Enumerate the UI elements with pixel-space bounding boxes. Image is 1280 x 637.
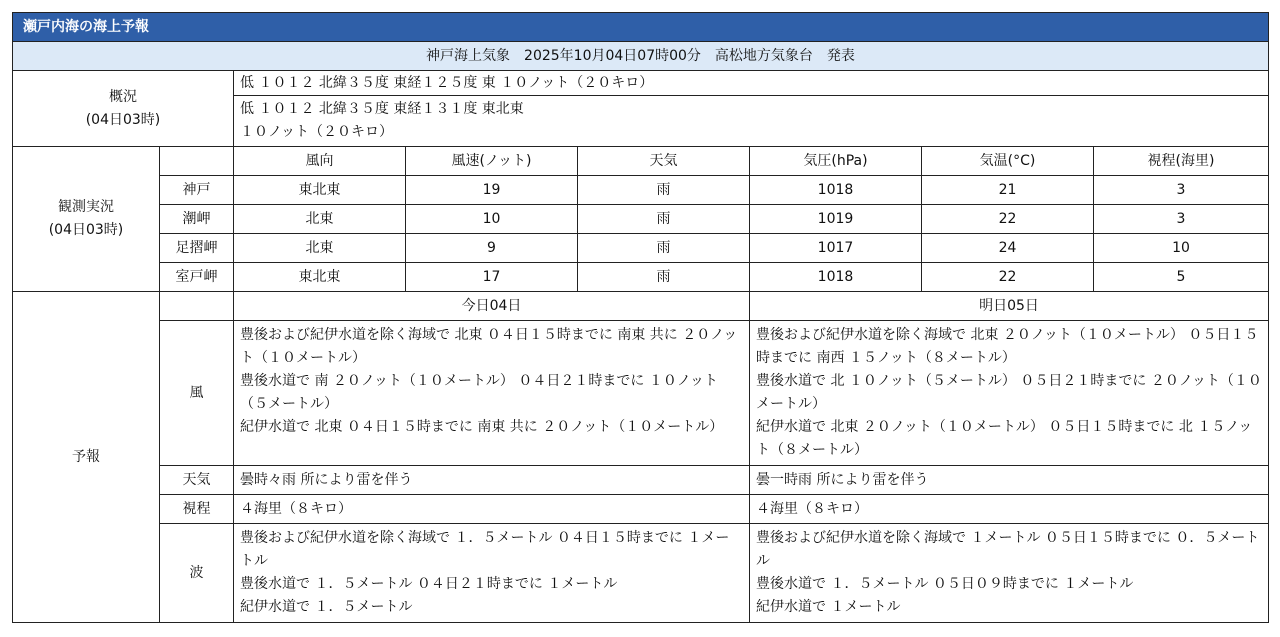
cell-visibility: 3 (1094, 176, 1269, 205)
forecast-day1-header: 今日04日 (234, 292, 750, 321)
station-name: 神戸 (160, 176, 234, 205)
weather-label: 天気 (160, 466, 234, 495)
forecast-text: 紀伊水道で １．５メートル (240, 599, 413, 615)
forecast-report (12, 12, 1268, 623)
cell-weather: 雨 (578, 263, 750, 292)
visibility-forecast-day1: ４海里（８キロ） (234, 495, 750, 524)
forecast-day2-header: 明日05日 (750, 292, 1269, 321)
forecast-text: 豊後および紀伊水道を除く海域で 北東 ２０ノット（１０メートル） ０５日１５時までに 南西 １５ノット（８メートル） (756, 327, 1259, 366)
cell-weather: 雨 (578, 176, 750, 205)
forecast-table (12, 12, 1269, 623)
page-title: 瀬戸内海の海上予報 (13, 13, 1269, 42)
column-header: 気圧(hPa) (750, 147, 922, 176)
cell-wind-speed: 10 (406, 205, 578, 234)
cell-temperature: 21 (922, 176, 1094, 205)
forecast-text: 豊後水道で 北 １０ノット（５メートル） ０５日２１時までに ２０ノット（１０メートル） (756, 373, 1262, 412)
cell-wind-direction: 北東 (234, 205, 406, 234)
overview-line: 低 １０１２ 北緯３５度 東経１２５度 東 １０ノット（２０キロ） (234, 71, 1269, 96)
cell-wind-speed: 9 (406, 234, 578, 263)
column-header: 天気 (578, 147, 750, 176)
forecast-text: 豊後および紀伊水道を除く海域で １メートル ０５日１５時までに ０．５メートル (756, 530, 1260, 569)
cell-wind-speed: 17 (406, 263, 578, 292)
station-name: 潮岬 (160, 205, 234, 234)
forecast-label: 予報 (13, 292, 160, 623)
cell-pressure: 1019 (750, 205, 922, 234)
overview-time: (04日03時) (85, 111, 161, 128)
station-name: 室戸岬 (160, 263, 234, 292)
column-header: 風向 (234, 147, 406, 176)
wind-forecast-day2 (750, 321, 1269, 466)
cell-pressure: 1018 (750, 263, 922, 292)
table-row (13, 234, 1269, 263)
cell-wind-speed: 19 (406, 176, 578, 205)
forecast-text: 豊後水道で １．５メートル ０４日２１時までに １メートル (240, 576, 618, 592)
table-row (13, 263, 1269, 292)
wind-forecast-day1 (234, 321, 750, 466)
overview-header (13, 71, 234, 147)
overview-line-text: １０ノット（２０キロ） (240, 124, 394, 140)
forecast-text: 豊後水道で 南 ２０ノット（１０メートル） ０４日２１時までに １０ノット（５メートル） (240, 373, 718, 412)
cell-visibility: 3 (1094, 205, 1269, 234)
weather-forecast-day1: 曇時々雨 所により雷を伴う (234, 466, 750, 495)
forecast-text: 豊後水道で １．５メートル ０５日０９時までに １メートル (756, 576, 1134, 592)
empty-cell (160, 147, 234, 176)
forecast-text: 豊後および紀伊水道を除く海域で １．５メートル ０４日１５時までに １メートル (240, 530, 730, 569)
cell-wind-direction: 東北東 (234, 263, 406, 292)
forecast-text: 紀伊水道で 北東 ２０ノット（１０メートル） ０５日１５時までに 北 １５ノット（８メートル） (756, 419, 1253, 458)
cell-temperature: 22 (922, 205, 1094, 234)
waves-forecast-day2 (750, 524, 1269, 623)
column-header: 気温(°C) (922, 147, 1094, 176)
waves-label: 波 (160, 524, 234, 623)
station-name: 足摺岬 (160, 234, 234, 263)
cell-weather: 雨 (578, 205, 750, 234)
cell-pressure: 1017 (750, 234, 922, 263)
visibility-forecast-day2: ４海里（８キロ） (750, 495, 1269, 524)
observations-time: (04日03時) (48, 222, 124, 238)
overview-line-text: 低 １０１２ 北緯３５度 東経１３１度 東北東 (240, 101, 524, 117)
weather-forecast-day2: 曇一時雨 所により雷を伴う (750, 466, 1269, 495)
cell-temperature: 22 (922, 263, 1094, 292)
wind-label: 風 (160, 321, 234, 466)
observations-header (13, 147, 160, 292)
overview-line (234, 96, 1269, 147)
forecast-text: 紀伊水道で １メートル (756, 599, 901, 615)
empty-cell (160, 292, 234, 321)
cell-temperature: 24 (922, 234, 1094, 263)
cell-weather: 雨 (578, 234, 750, 263)
forecast-text: 紀伊水道で 北東 ０４日１５時までに 南東 共に ２０ノット（１０メートル） (240, 419, 724, 435)
table-row (13, 205, 1269, 234)
observations-label: 観測実況 (58, 199, 114, 215)
cell-wind-direction: 北東 (234, 234, 406, 263)
column-header: 風速(ノット) (406, 147, 578, 176)
cell-visibility: 10 (1094, 234, 1269, 263)
cell-wind-direction: 東北東 (234, 176, 406, 205)
forecast-text: 豊後および紀伊水道を除く海域で 北東 ０４日１５時までに 南東 共に ２０ノット（１０メートル） (240, 327, 738, 366)
overview-label: 概況 (109, 88, 137, 105)
column-header: 視程(海里) (1094, 147, 1269, 176)
table-row (13, 176, 1269, 205)
cell-pressure: 1018 (750, 176, 922, 205)
issued-info: 神戸海上気象 2025年10月04日07時00分 高松地方気象台 発表 (13, 42, 1269, 71)
visibility-label: 視程 (160, 495, 234, 524)
cell-visibility: 5 (1094, 263, 1269, 292)
waves-forecast-day1 (234, 524, 750, 623)
